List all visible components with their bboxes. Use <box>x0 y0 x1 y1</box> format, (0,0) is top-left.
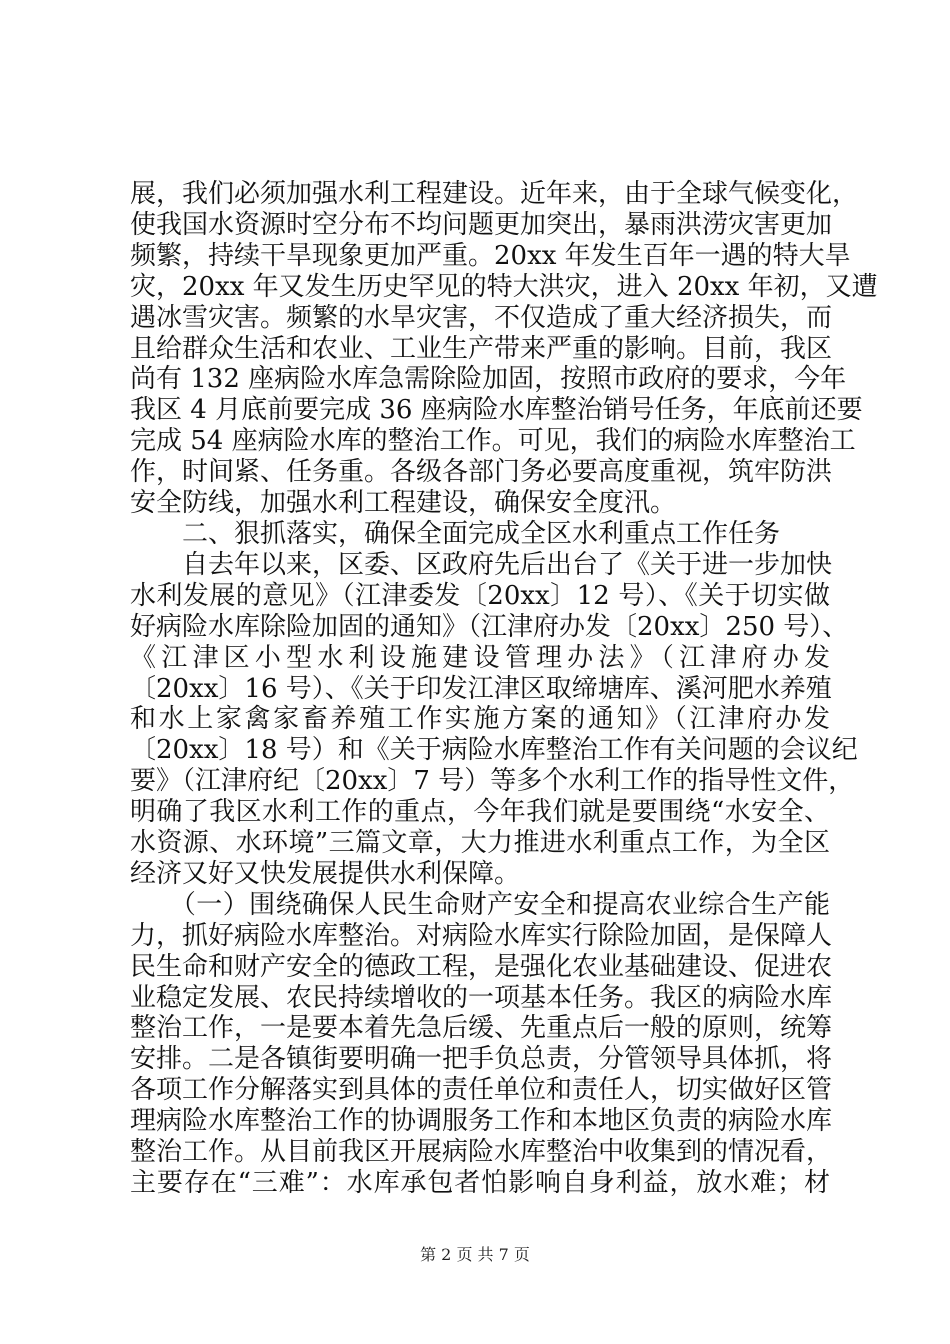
text-line: 理病险水库整治工作的协调服务工作和本地区负责的病险水库 <box>130 1106 833 1137</box>
text-line: 尚有 132 座病险水库急需除险加固，按照市政府的要求，今年 <box>130 364 847 395</box>
text-line: 民生命和财产安全的德政工程，是强化农业基础建设、促进农 <box>130 951 833 982</box>
text-line: 经济又好又快发展提供水利保障。 <box>130 858 521 889</box>
text-line: 使我国水资源时空分布不均问题更加突出，暴雨洪涝灾害更加 <box>130 209 833 240</box>
page-footer: 第 2 页 共 7 页 <box>420 1245 530 1264</box>
text-line: 遇冰雪灾害。频繁的水旱灾害，不仅造成了重大经济损失，而 <box>130 302 833 333</box>
text-line: 〔20xx〕18 号）和《关于病险水库整治工作有关问题的会议纪 <box>130 735 858 766</box>
text-line: 展，我们必须加强水利工程建设。近年来，由于全球气候变化， <box>130 179 859 209</box>
text-line: 各项工作分解落实到具体的责任单位和责任人，切实做好区管 <box>130 1075 833 1106</box>
text-line: 水利发展的意见》（江津委发〔20xx〕12 号）、《关于切实做 <box>130 580 830 611</box>
text-line: 和水上家禽家畜养殖工作实施方案的通知》（江津府办发 <box>130 704 830 735</box>
text-line: 明确了我区水利工作的重点，今年我们就是要围绕“水安全、 <box>130 797 830 828</box>
text-line: 〔20xx〕16 号）、《关于印发江津区取缔塘库、溪河肥水养殖 <box>130 673 832 704</box>
text-line: 力，抓好病险水库整治。对病险水库实行除险加固，是保障人 <box>130 920 833 951</box>
text-line: 自去年以来，区委、区政府先后出台了《关于进一步加快 <box>130 549 833 580</box>
text-line: 水资源、水环境”三篇文章，大力推进水利重点工作，为全区 <box>130 828 830 859</box>
text-line: 灾，20xx 年又发生历史罕见的特大洪灾，进入 20xx 年初，又遭 <box>130 271 878 302</box>
text-line: 主要存在“三难”：水库承包者怕影响自身利益，放水难；材 <box>130 1168 830 1198</box>
text-line: 要》（江津府纪〔20xx〕7 号）等多个水利工作的指导性文件， <box>130 766 855 797</box>
text-line: 业稳定发展、农民持续增收的一项基本任务。我区的病险水库 <box>130 982 833 1013</box>
text-line: 安排。二是各镇街要明确一把手负总责，分管领导具体抓，将 <box>130 1044 833 1075</box>
section-heading: 二、狠抓落实，确保全面完成全区水利重点工作任务 <box>130 518 781 549</box>
text-line: 频繁，持续干旱现象更加严重。20xx 年发生百年一遇的特大旱 <box>130 240 851 271</box>
text-line: 整治工作，一是要本着先急后缓、先重点后一般的原则，统筹 <box>130 1013 833 1044</box>
text-line: 我区 4 月底前要完成 36 座病险水库整治销号任务，年底前还要 <box>130 395 863 426</box>
text-line: 安全防线，加强水利工程建设，确保安全度汛。 <box>130 488 677 519</box>
text-line: 整治工作。从目前我区开展病险水库整治中收集到的情况看， <box>130 1137 833 1168</box>
text-line: （一）围绕确保人民生命财产安全和提高农业综合生产能 <box>130 889 830 920</box>
text-line: 好病险水库除险加固的通知》（江津府办发〔20xx〕250 号）、 <box>130 611 849 642</box>
text-line: 作，时间紧、任务重。各级各部门务必要高度重视，筑牢防洪 <box>130 457 833 488</box>
text-line: 《江津区小型水利设施建设管理办法》（江津府办发 <box>130 642 830 673</box>
text-line: 且给群众生活和农业、工业生产带来严重的影响。目前，我区 <box>130 333 833 364</box>
text-line: 完成 54 座病险水库的整治工作。可见，我们的病险水库整治工 <box>130 426 856 457</box>
